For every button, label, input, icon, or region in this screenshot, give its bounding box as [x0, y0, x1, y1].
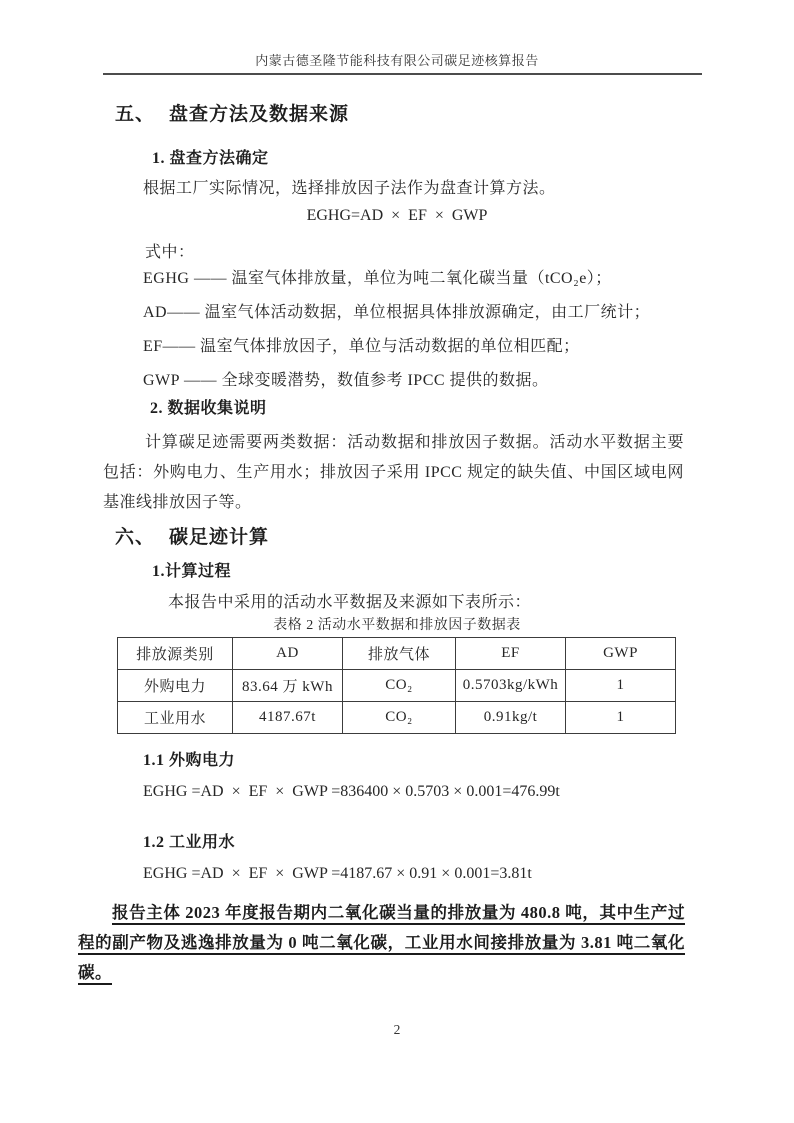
cell-gas: CO₂ [343, 670, 456, 702]
col-header-source: 排放源类别 [118, 638, 233, 670]
paragraph-method: 根据工厂实际情况，选择排放因子法作为盘查计算方法。 [143, 180, 556, 197]
section-number: 六、 [115, 527, 156, 548]
subheading-data-collection: 2. 数据收集说明 [150, 400, 267, 417]
formula-intro: 式中： [145, 244, 195, 261]
formula-main: EGHG=AD × EF × GWP [306, 207, 488, 224]
cell-gwp: 1 [566, 670, 676, 702]
subheading-purchased-electricity: 1.1 外购电力 [143, 752, 236, 769]
section-number: 五、 [115, 104, 156, 125]
table-row [118, 670, 676, 702]
section-title: 碳足迹计算 [169, 527, 270, 548]
table-caption: 表格 2 活动水平数据和排放因子数据表 [273, 618, 521, 633]
paragraph-data-collection: 计算碳足迹需要两类数据：活动数据和排放因子数据。活动水平数据主要包括：外购电力、生产用水；排放因子采用 IPCC 规定的缺失值、中国区域电网基准线排放因子等。 [103, 434, 684, 511]
subheading-industrial-water: 1.2 工业用水 [143, 834, 236, 851]
cell-ad: 83.64 万 kWh [233, 670, 343, 702]
col-header-gas: 排放气体 [343, 638, 456, 670]
section-title: 盘查方法及数据来源 [169, 104, 350, 125]
table-row [118, 702, 676, 734]
term-ef: EF—— 温室气体排放因子，单位与活动数据的单位相匹配； [143, 338, 580, 355]
cell-ef: 0.5703kg/kWh [456, 670, 566, 702]
paragraph-table-intro: 本报告中采用的活动水平数据及来源如下表所示： [168, 594, 532, 611]
header-divider-line [103, 73, 702, 75]
col-header-ef: EF [456, 638, 566, 670]
formula-water: EGHG =AD × EF × GWP =4187.67 × 0.91 × 0.001=3.81t [143, 865, 532, 882]
section-heading-methods [115, 99, 349, 126]
formula-term-list [143, 262, 703, 398]
cell-ad: 4187.67t [233, 702, 343, 734]
col-header-ad: AD [233, 638, 343, 670]
cell-gas: CO₂ [343, 702, 456, 734]
cell-ef: 0.91kg/t [456, 702, 566, 734]
cell-source: 工业用水 [118, 702, 233, 734]
paragraph-conclusion: 报告主体 2023 年度报告期内二氧化碳当量的排放量为 480.8 吨，其中生产过程的副产物及逃逸排放量为 0 吨二氧化碳，工业用水间接排放量为 3.81 吨二氧化碳。 [78, 903, 685, 982]
section-heading-calculation [115, 522, 269, 549]
activity-data-table [117, 637, 676, 734]
page-number: 2 [393, 1022, 401, 1037]
term-gwp: GWP —— 全球变暖潜势，数值参考 IPCC 提供的数据。 [143, 372, 549, 389]
table-header-row [118, 638, 676, 670]
col-header-gwp: GWP [566, 638, 676, 670]
cell-gwp: 1 [566, 702, 676, 734]
running-header: 内蒙古德圣隆节能科技有限公司碳足迹核算报告 [255, 53, 539, 68]
term-ad: AD—— 温室气体活动数据，单位根据具体排放源确定，由工厂统计； [143, 304, 651, 321]
subheading-calc-process: 1.计算过程 [152, 563, 232, 580]
term-eghg: EGHG —— 温室气体排放量，单位为吨二氧化碳当量（tCO₂e）； [143, 270, 612, 287]
formula-electricity: EGHG =AD × EF × GWP =836400 × 0.5703 × 0.001=476.99t [143, 783, 560, 800]
cell-source: 外购电力 [118, 670, 233, 702]
subheading-method-determination: 1. 盘查方法确定 [152, 150, 269, 167]
